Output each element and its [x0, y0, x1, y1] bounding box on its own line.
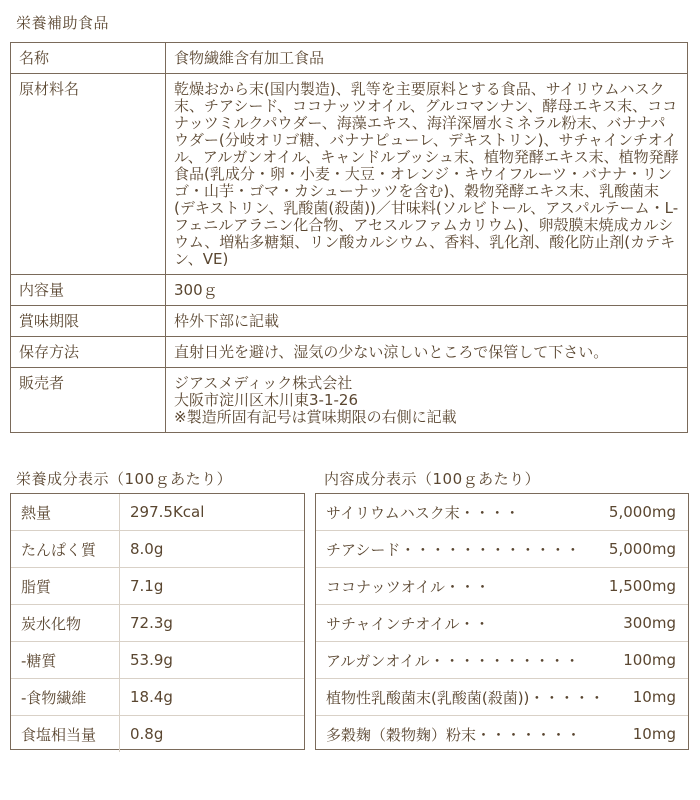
content-name: チアシード・・・・・・・・・・・・ — [326, 540, 581, 559]
nutrition-name: 熱量 — [11, 494, 120, 531]
content-value: 300mg — [623, 614, 676, 632]
nutrition-name: たんぱく質 — [11, 531, 120, 568]
nutrition-value: 18.4g — [120, 679, 305, 716]
content-name: サチャインチオイル・・ — [326, 614, 490, 633]
page-title: 栄養補助食品 — [16, 14, 110, 32]
list-item — [316, 642, 688, 679]
expiry-value: 枠外下部に記載 — [166, 306, 688, 337]
row-label-name: 名称 — [11, 43, 166, 74]
nutrition-name: -糖質 — [11, 642, 120, 679]
seller-company: ジアスメディック株式会社 — [174, 374, 353, 392]
contents-heading: 内容成分表示（100ｇあたり） — [324, 470, 541, 488]
seller-address: 大阪市淀川区木川東3-1-26 — [174, 391, 358, 409]
content-value: 100mg — [623, 651, 676, 669]
row-label-storage: 保存方法 — [11, 337, 166, 368]
list-item — [316, 568, 688, 605]
content-name: 多穀麹（穀物麹）粉末・・・・・・・ — [326, 725, 582, 744]
list-item — [316, 531, 688, 568]
nutrition-heading: 栄養成分表示（100ｇあたり） — [16, 470, 233, 488]
table-row — [11, 642, 304, 679]
ingredients-value: 乾燥おから末(国内製造)、乳等を主要原料とする食品、サイリウムハスク末、チアシード、ココナッツオイル、グルコマンナン、酵母エキス末、ココナッツミルクパウダー、海藻エキス、海洋深層水ミネラル粉末、バナナパウダー(分岐オリゴ糖、バナナピューレ、デキストリン)、サチャインチオイル、アルガンオイル、キャンドルブッシュ末、植物発酵エキス末、植物発酵食品(乳成分・卵・小麦・大豆・オレンジ・キウイフルーツ・バナナ・リンゴ・山芋・ゴマ・カシューナッツを含む)、穀物発酵エキス末、乳酸菌末(デキストリン、乳酸菌(殺菌))／甘味料(ソルビトール、アスパルテーム・L-フェニルアラニン化合物、アセスルファムカリウム)、卵殻膜末焼成カルシウム、増粘多糖類、リン酸カルシウム、香料、乳化剤、酸化防止剤(カテキン、VE) — [166, 74, 688, 275]
table-row — [11, 605, 304, 642]
table-row — [11, 306, 688, 337]
list-item — [316, 605, 688, 642]
nutrition-value: 0.8g — [130, 725, 164, 743]
content-name: ココナッツオイル・・・ — [326, 577, 490, 596]
nutrition-value: 8.0g — [120, 531, 305, 568]
table-row — [11, 43, 688, 74]
nutrition-value: 297.5Kcal — [120, 494, 305, 531]
nutrition-value: 53.9g — [120, 642, 305, 679]
product-info-table — [10, 42, 688, 433]
content-value: 10mg — [632, 688, 676, 706]
table-row — [11, 494, 304, 531]
nutrition-name: -食物繊維 — [11, 679, 120, 716]
row-label-content-amount: 内容量 — [11, 275, 166, 306]
table-row — [11, 679, 304, 716]
content-name: 植物性乳酸菌末(乳酸菌(殺菌))・・・・・ — [326, 688, 605, 707]
storage-value: 直射日光を避け、湿気の少ない涼しいところで保管して下さい。 — [166, 337, 688, 368]
seller-value — [166, 368, 688, 433]
table-row — [11, 531, 304, 568]
content-value: 5,000mg — [608, 540, 676, 558]
table-row — [11, 275, 688, 306]
content-value: 5,000mg — [608, 503, 676, 521]
content-value: 10mg — [632, 725, 676, 743]
product-name-value: 食物繊維含有加工食品 — [166, 43, 688, 74]
nutrition-name: 食塩相当量 — [11, 716, 120, 753]
content-value: 1,500mg — [608, 577, 676, 595]
table-row — [11, 716, 304, 753]
row-label-ingredients: 原材料名 — [11, 74, 166, 275]
table-row — [11, 368, 688, 433]
table-row — [11, 568, 304, 605]
row-label-expiry: 賞味期限 — [11, 306, 166, 337]
content-name: サイリウムハスク末・・・・ — [326, 503, 520, 522]
table-row — [11, 74, 688, 275]
list-item — [316, 716, 688, 752]
nutrition-table — [10, 493, 305, 750]
list-item — [316, 679, 688, 716]
content-amount-value: 300ｇ — [166, 275, 688, 306]
content-name: アルガンオイル・・・・・・・・・・ — [326, 651, 580, 670]
nutrition-name: 炭水化物 — [11, 605, 120, 642]
nutrition-value: 72.3g — [120, 605, 305, 642]
list-item — [316, 494, 688, 531]
table-row — [11, 337, 688, 368]
contents-table — [315, 493, 689, 750]
row-label-seller: 販売者 — [11, 368, 166, 433]
nutrition-value: 7.1g — [120, 568, 305, 605]
nutrition-name: 脂質 — [11, 568, 120, 605]
seller-note: ※製造所固有記号は賞味期限の右側に記載 — [174, 408, 457, 426]
